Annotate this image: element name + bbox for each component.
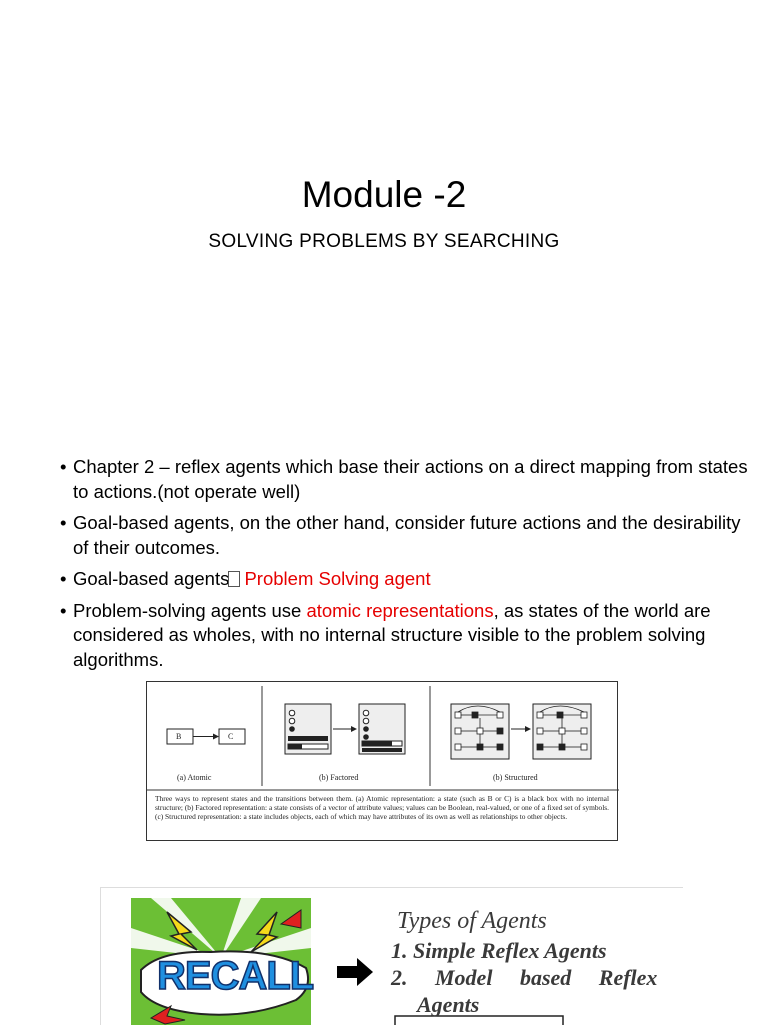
slide-title: Module -2 [301, 174, 467, 215]
types-of-agents-title: Types of Agents [397, 908, 547, 934]
bullet-item [60, 511, 750, 560]
label-atomic: (a) Atomic [177, 773, 212, 782]
bullet-text: Chapter 2 – reflex agents which base their actions on a direct mapping from states to actions.(not operate well) [73, 456, 748, 502]
box-c-label: C [228, 732, 234, 741]
recall-panel [100, 887, 683, 1025]
box-b-label: B [176, 732, 182, 741]
agent-type-item: 1. Simple Reflex Agents [391, 938, 607, 963]
bullet-list [60, 455, 750, 679]
bullet-item [60, 455, 750, 504]
bullet-text: Goal-based agents, on the other hand, consider future actions and the desirability of their outcomes. [73, 512, 741, 558]
bullet-text: Goal-based agents [73, 568, 235, 589]
state-representation-figure [146, 681, 618, 841]
recall-badge: RECALL [157, 954, 314, 998]
label-factored: (b) Factored [319, 773, 359, 782]
bullet-item [60, 599, 750, 673]
highlight-text: atomic representations [306, 599, 494, 621]
black-arrow-icon [337, 958, 373, 986]
bullet-item [60, 567, 750, 592]
figure-caption: Three ways to represent states and the transitions between them. (a) Atomic representation: a state (such as B or C) is a black box with no internal structure; (b) Factored representation: a state consists of a vector of attribute values; values can be Boolean, real-valued, or one of a fixed set of symbols. (c) Structured representation: a state includes objects, each of which may have attributes of its own as well as relationships to other objects. [155, 794, 609, 821]
bullet-text: , as states of the world are considered as wholes, with no internal structure visible to the problem solving algorithms. [73, 599, 711, 670]
agent-type-item: Agents [417, 992, 480, 1017]
agent-type-item: 2. Model based Reflex [391, 965, 658, 990]
slide-subtitle: SOLVING PROBLEMS BY SEARCHING [208, 231, 560, 252]
label-structured: (b) Structured [493, 773, 538, 782]
bullet-text: Problem-solving agents use [73, 599, 307, 621]
arrow-glyph-icon [228, 571, 240, 587]
highlight-text: Problem Solving agent [244, 568, 431, 589]
